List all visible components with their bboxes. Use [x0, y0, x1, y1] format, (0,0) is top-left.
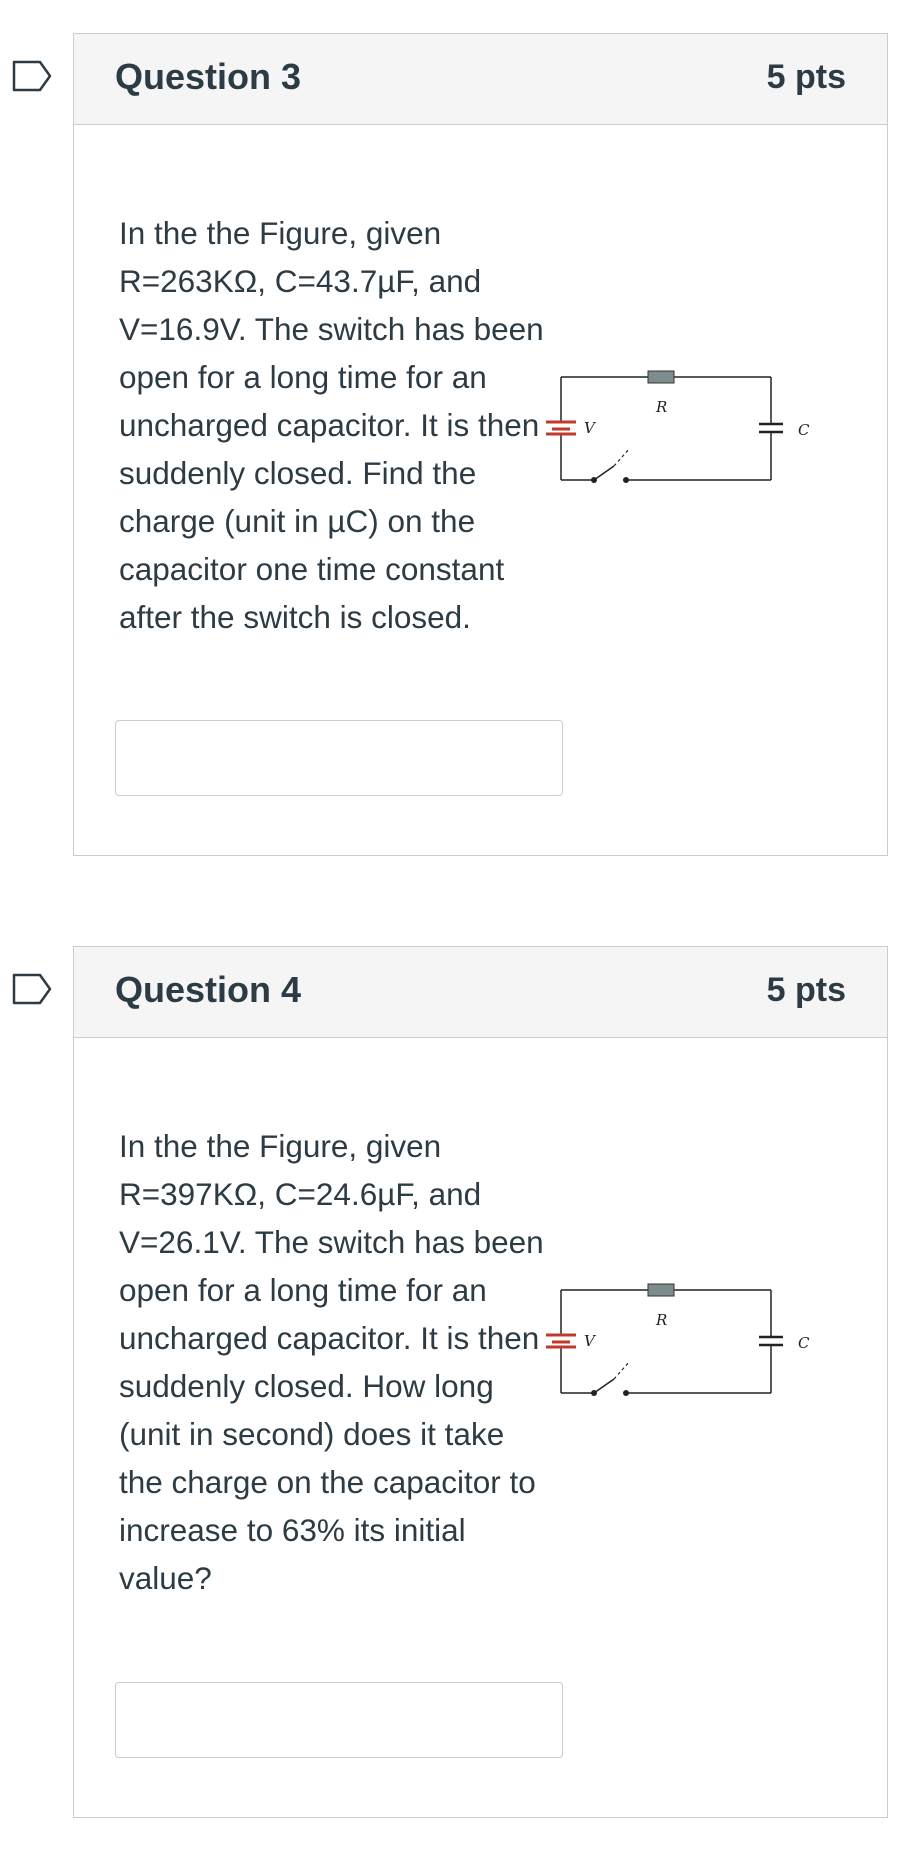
resistor-label: R — [656, 398, 668, 416]
flag-question-3-icon[interactable] — [12, 60, 52, 92]
question-points: 5 pts — [766, 971, 846, 1009]
question-header — [74, 947, 887, 1038]
question-title: Question 3 — [115, 56, 302, 97]
answer-input[interactable] — [115, 1682, 563, 1758]
question-title: Question 4 — [115, 969, 302, 1010]
flag-question-4-icon[interactable] — [12, 973, 52, 1005]
resistor-label: R — [656, 1311, 668, 1329]
question-card — [73, 33, 888, 856]
answer-input[interactable] — [115, 720, 563, 796]
question-text: In the the Figure, given R=397KΩ, C=24.6µF, and V=26.1V. The switch has been open for a long time for an uncharged capacitor. It is then suddenly closed. How long (unit in second) does it take the charge on the capacitor to increase to 63% its initial value? — [119, 1128, 544, 1596]
rc-circuit-figure — [546, 362, 816, 502]
rc-circuit-figure — [546, 1275, 816, 1415]
question-text: In the the Figure, given R=263KΩ, C=43.7µF, and V=16.9V. The switch has been open for a long time for an uncharged capacitor. It is then suddenly closed. Find the charge (unit in µC) on the capacitor one time constant after the switch is closed. — [119, 215, 544, 635]
question-card — [73, 946, 888, 1818]
battery-label: V — [584, 1332, 595, 1350]
question-header — [74, 34, 887, 125]
capacitor-label: C — [798, 1334, 810, 1352]
capacitor-label: C — [798, 421, 810, 439]
question-points: 5 pts — [766, 58, 846, 96]
battery-label: V — [584, 419, 595, 437]
